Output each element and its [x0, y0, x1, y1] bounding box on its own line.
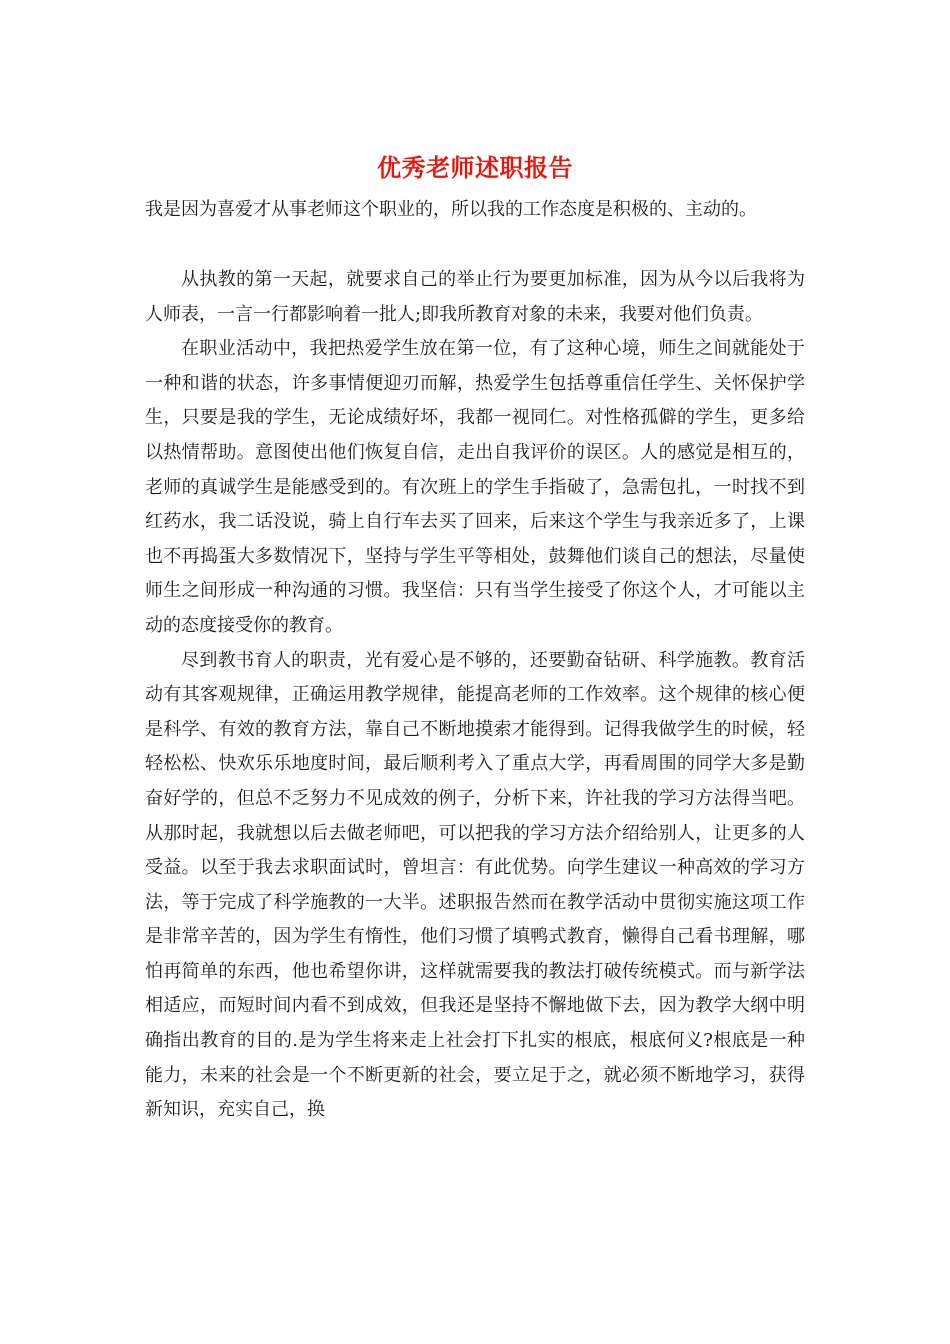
paragraph-1: 从执教的第一天起，就要求自己的举止行为要更加标准，因为从今以后我将为人师表，一言一行都影响着一批人;即我所教育对象的未来，我要对他们负责。 — [145, 269, 805, 325]
paragraph-2: 在职业活动中，我把热爱学生放在第一位，有了这种心境，师生之间就能处于一种和谐的状态，许多事情便迎刃而解，热爱学生包括尊重信任学生、关怀保护学生，只要是我的学生，无论成绩好坏，我都一视同仁。对性格孤僻的学生，更多给以热情帮助。意图使出他们恢复自信，走出自我评价的误区。人的感觉是相互的，老师的真诚学生是能感受到的。有次班上的学生手指破了，急需包扎，一时找不到红药水，我二话没说，骑上自行车去买了回来，后来这个学生与我亲近多了，上课也不再捣蛋大多数情况下，坚持与学生平等相处，鼓舞他们谈自己的想法，尽量使师生之间形成一种沟通的习惯。我坚信：只有当学生接受了你这个人，才可能以主动的态度接受你的教育。 — [145, 338, 805, 636]
document-title: 优秀老师述职报告 — [377, 153, 573, 182]
document-body — [145, 263, 805, 1128]
paragraph-3: 尽到教书育人的职责，光有爱心是不够的，还要勤奋钻研、科学施教。教育活动有其客观规律，正确运用教学规律，能提高老师的工作效率。这个规律的核心便是科学、有效的教育方法，靠自己不断地摸索才能得到。记得我做学生的时候，轻轻松松、快欢乐乐地度时间，最后顺利考入了重点大学，再看周围的同学大多是勤奋好学的，但总不乏努力不见成效的例子，分析下来，许社我的学习方法得当吧。从那时起，我就想以后去做老师吧，可以把我的学习方法介绍给别人，让更多的人受益。以至于我去求职面试时，曾坦言：有此优势。向学生建议一种高效的学习方法，等于完成了科学施教的一大半。述职报告然而在教学活动中贯彻实施这项工作是非常辛苦的，因为学生有惰性，他们习惯了填鸭式教育，懒得自己看书理解，哪怕再简单的东西，他也希望你讲，这样就需要我的教法打破传统模式。而与新学法相适应，而短时间内看不到成效，但我还是坚持不懈地做下去，因为教学大纲中明确指出教育的目的.是为学生将来走上社会打下扎实的根底，根底何义?根底是一种能力，未来的社会是一个不断更新的社会，要立足于之，就必须不断地学习，获得新知识，充实自己，换 — [145, 649, 805, 1121]
intro-line: 我是因为喜爱才从事老师这个职业的，所以我的工作态度是积极的、主动的。 — [145, 199, 757, 220]
